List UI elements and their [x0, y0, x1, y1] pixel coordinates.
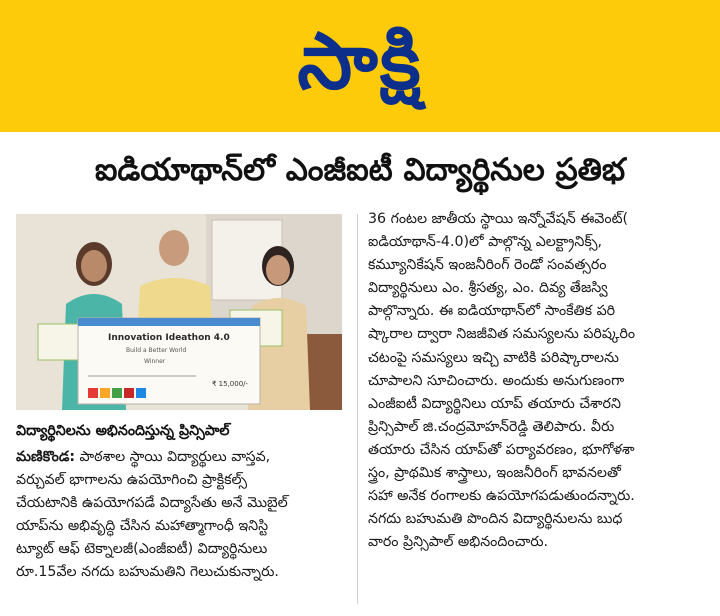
article-line: రూ.15వేల నగదు బహుమతిని గెలుచుకున్నారు. [16, 564, 279, 581]
cheque-subtitle: Build a Better World [126, 347, 187, 354]
article-line: కమ్యూనికేషన్ ఇంజనీరింగ్ రెండో సంవత్సరం [368, 257, 607, 274]
article-line: చూపాలని సూచించారు. అందుకు అనుగుణంగా [368, 372, 625, 389]
furniture [306, 334, 342, 410]
article-line: స్త్రం, ప్రాథమిక శాస్త్రాలు, ఇంజనీరింగ్ భావనలతో [368, 465, 621, 482]
sdg-2 [100, 388, 110, 398]
article-line: సహా అనేక రంగాలకు ఉపయోగపడుతుందన్నారు. [368, 488, 635, 505]
headline: ఐడియాథాన్‌లో ఎంజీఐటీ విద్యార్థినుల ప్రతిభ [94, 152, 626, 188]
article-line: నగదు బహుమతి పొందిన విద్యార్థినులను బుధ [368, 511, 623, 528]
dateline: మణికొండ: [16, 449, 76, 465]
person-left-face [81, 250, 107, 282]
photo-caption: విద్యార్థినిలను అభినందిస్తున్న ప్రిన్సిపాల్ [16, 423, 230, 439]
cheque-stripe [78, 318, 260, 326]
news-photo [16, 214, 342, 410]
article-line: ష్కారాల ద్వారా నిజజీవిత సమస్యలను పరిష్కరిం [368, 326, 636, 343]
column-divider [357, 214, 358, 604]
article-line: ప్రిన్సిపాల్ జి.చంద్రమోహన్‌రెడ్డి తెలిపారు. వీరు [368, 418, 615, 435]
sdg-3 [112, 388, 122, 398]
article-line: ఐడియాథాన్-4.0)లో పాల్గొన్న ఎలక్ట్రానిక్స్, [368, 234, 603, 251]
article-line: వర్చువల్ భాగాలను ఉపయోగించి ప్రాక్టికల్స్ [16, 472, 248, 489]
article-line: విద్యార్థినులు ఎం. శ్రీసత్య, ఎం. దివ్య తేజస్వి [368, 280, 608, 297]
photo-illustration [16, 214, 342, 410]
sdg-1 [88, 388, 98, 398]
article-line: యాప్‌ను అభివృద్ధి చేసిన మహాత్మాగాంధీ ఇనిస్టి [16, 518, 269, 535]
masthead [0, 0, 720, 132]
article-line: 36 గంటల జాతీయ స్థాయి ఇన్నోవేషన్ ఈవెంట్( [368, 211, 629, 227]
sdg-5 [136, 388, 146, 398]
cheque-title: Innovation Ideathon 4.0 [108, 333, 230, 343]
article-left-column [16, 446, 352, 585]
article-line: వారం ప్రిన్సిపాల్ అభినందించారు. [368, 534, 549, 551]
article-line: చటంపై సమస్యలు ఇచ్చి వాటికి పరిష్కారాలను [368, 349, 619, 366]
newspaper-logo: సాక్షి [297, 17, 423, 107]
article-line: పాల్గొన్నారు. ఈ ఐడియాథాన్‌లో సాంకేతిక పరి [368, 303, 616, 320]
cheque-amount: ₹ 15,000/- [212, 380, 249, 388]
article-line: ట్యూట్ ఆఫ్ టెక్నాలజీ(ఎంజీఐటీ) విద్యార్థినులు [16, 541, 268, 558]
person-right-face [266, 255, 290, 285]
cheque-winner: Winner [144, 358, 166, 365]
article-right-column [368, 208, 712, 554]
person-middle-face [159, 230, 189, 266]
article-line: ఎంజీఐటీ విద్యార్థినిలు యాప్ తయారు చేశారని [368, 395, 621, 412]
article-line: మణికొండ: పాఠశాల స్థాయి విద్యార్థులు వాస్తవ, [16, 449, 271, 465]
sdg-4 [124, 388, 134, 398]
article-line: చేయటానికి ఉపయోగపడే విద్యాసేతు అనే మొబైల్ [16, 495, 288, 512]
article-line: తయారు చేసిన యాప్‌తో పర్యావరణం, భూగోళశా [368, 441, 635, 458]
